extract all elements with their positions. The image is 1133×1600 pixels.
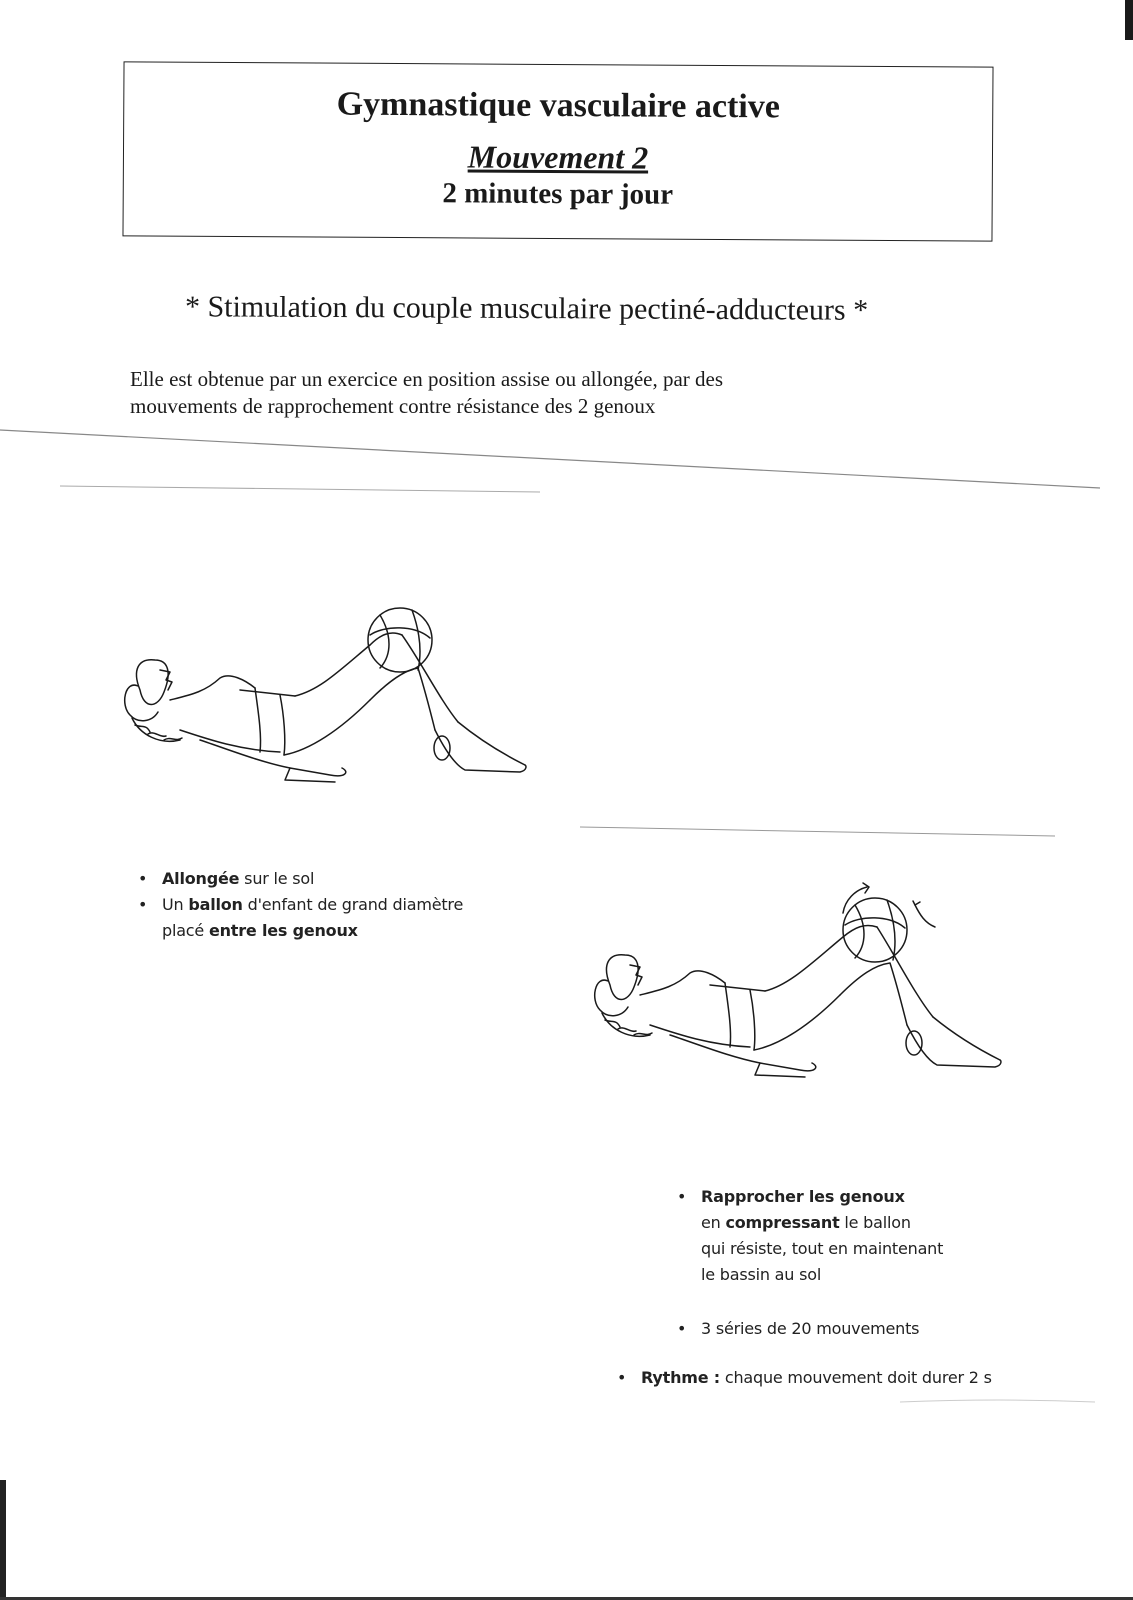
duration-text: 2 minutes par jour bbox=[442, 177, 674, 211]
item-text: le bassin au sol bbox=[701, 1265, 822, 1284]
starting-position-list bbox=[138, 866, 463, 944]
list-item bbox=[677, 1316, 919, 1342]
bullet-icon: • bbox=[138, 895, 148, 914]
bullet-icon: • bbox=[677, 1187, 687, 1206]
emphasis-text: entre les genoux bbox=[208, 921, 358, 940]
item-text: en bbox=[701, 1213, 726, 1232]
item-text: le ballon bbox=[839, 1213, 911, 1232]
list-item bbox=[677, 1184, 943, 1288]
action-list bbox=[677, 1184, 943, 1288]
section-heading: * Stimulation du couple musculaire pectiné-adducteurs * bbox=[184, 290, 869, 327]
document-title: Gymnastique vasculaire active bbox=[336, 85, 780, 126]
item-text: d'enfant de grand diamètre bbox=[242, 895, 464, 914]
item-text: chaque mouvement doit durer 2 s bbox=[719, 1368, 992, 1387]
rhythm-list bbox=[617, 1365, 992, 1391]
lying-woman-compressing-ball-illustration bbox=[575, 875, 1035, 1085]
intro-line: mouvements de rapprochement contre résistance des 2 genoux bbox=[130, 394, 656, 418]
bullet-icon: • bbox=[677, 1319, 687, 1338]
series-list bbox=[677, 1316, 919, 1342]
list-item bbox=[138, 892, 463, 944]
item-text: 3 séries de 20 mouvements bbox=[701, 1319, 920, 1338]
bullet-icon: • bbox=[617, 1368, 627, 1387]
emphasis-text: ballon bbox=[188, 895, 243, 914]
item-text: Un bbox=[162, 895, 189, 914]
item-text: sur le sol bbox=[239, 869, 315, 888]
intro-line: Elle est obtenue par un exercice en position assise ou allongée, par des bbox=[130, 367, 724, 391]
emphasis-text: Rythme : bbox=[641, 1368, 720, 1387]
item-text: qui résiste, tout en maintenant bbox=[701, 1239, 944, 1258]
emphasis-text: Rapprocher les genoux bbox=[701, 1187, 905, 1206]
list-item bbox=[138, 866, 463, 892]
bullet-icon: • bbox=[138, 869, 148, 888]
emphasis-text: Allongée bbox=[162, 869, 240, 888]
list-item bbox=[617, 1365, 992, 1391]
movement-subtitle: Mouvement 2 bbox=[467, 138, 649, 176]
lying-woman-ball-knees-illustration bbox=[80, 600, 540, 800]
item-text: placé bbox=[162, 921, 209, 940]
emphasis-text: compressant bbox=[725, 1213, 840, 1232]
